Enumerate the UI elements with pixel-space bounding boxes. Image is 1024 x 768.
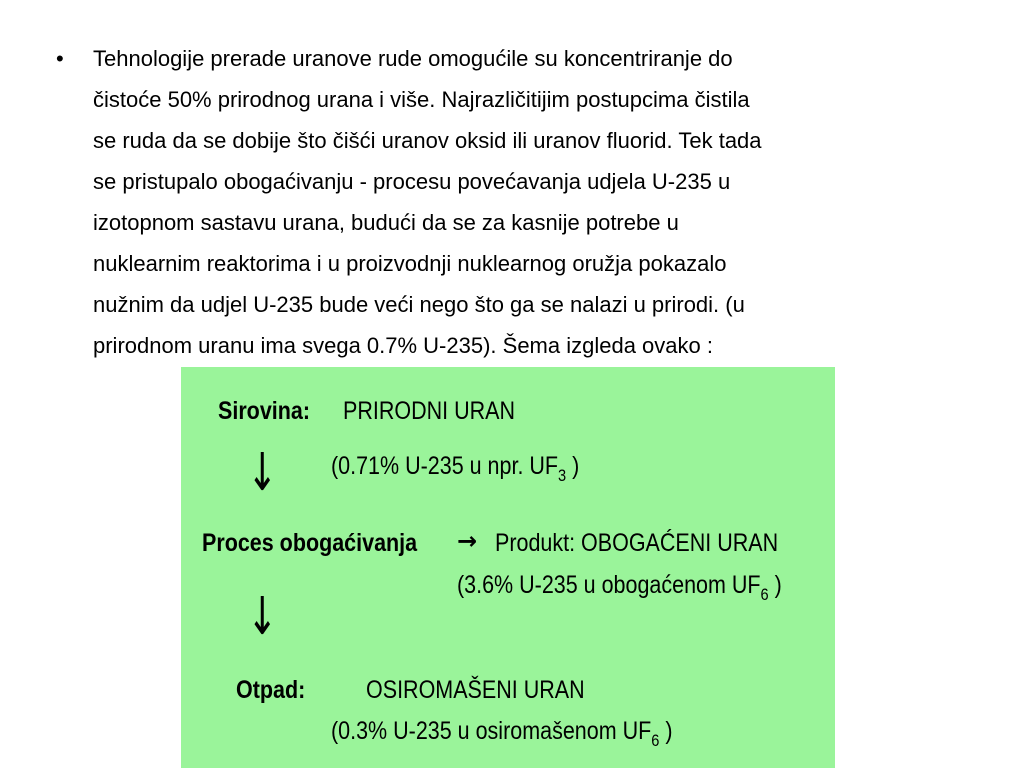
raw-detail-subscript: 3 bbox=[558, 466, 567, 485]
raw-detail-text: (0.71% U-235 u npr. UF bbox=[331, 452, 559, 480]
paragraph-line: nužnim da udjel U-235 bude veći nego što ga se nalazi u prirodi. (u bbox=[93, 292, 745, 317]
raw-material-label: Sirovina: bbox=[218, 397, 311, 425]
paragraph-line: prirodnom uranu ima svega 0.7% U-235). Šema izgleda ovako : bbox=[93, 333, 713, 358]
waste-value: OSIROMAŠENI URAN bbox=[366, 676, 585, 704]
paragraph-text bbox=[93, 38, 973, 366]
product-detail-suffix: ) bbox=[768, 571, 782, 599]
paragraph-line: se ruda da se dobije što čišći uranov oksid ili uranov fluorid. Tek tada bbox=[93, 128, 762, 153]
waste-detail bbox=[331, 717, 673, 750]
down-arrow-icon: ↓ bbox=[247, 587, 278, 647]
raw-material-detail bbox=[331, 452, 580, 485]
paragraph-line: nuklearnim reaktorima i u proizvodnji nuklearnog oružja pokazalo bbox=[93, 251, 727, 276]
paragraph-line: čistoće 50% prirodnog urana i više. Najrazličitijim postupcima čistila bbox=[93, 87, 750, 112]
paragraph-line: izotopnom sastavu urana, budući da se za kasnije potrebe u bbox=[93, 210, 679, 235]
product-value: Produkt: OBOGAĆENI URAN bbox=[495, 529, 779, 557]
waste-detail-subscript: 6 bbox=[651, 731, 660, 750]
product-detail bbox=[457, 571, 782, 604]
process-label: Proces obogaćivanja bbox=[202, 529, 418, 557]
paragraph-line: Tehnologije prerade uranove rude omogućile su koncentriranje do bbox=[93, 46, 733, 71]
waste-detail-suffix: ) bbox=[659, 717, 673, 745]
enrichment-scheme-box bbox=[181, 367, 835, 768]
product-detail-subscript: 6 bbox=[760, 585, 769, 604]
down-arrow-icon: ↓ bbox=[247, 443, 278, 503]
paragraph-line: se pristupalo obogaćivanju - procesu povećavanja udjela U-235 u bbox=[93, 169, 731, 194]
raw-detail-suffix: ) bbox=[566, 452, 580, 480]
right-arrow-icon: → bbox=[457, 527, 478, 555]
waste-label: Otpad: bbox=[236, 676, 306, 704]
waste-detail-text: (0.3% U-235 u osiromašenom UF bbox=[331, 717, 652, 745]
raw-material-value: PRIRODNI URAN bbox=[343, 397, 516, 425]
bullet-marker: • bbox=[56, 46, 64, 71]
product-detail-text: (3.6% U-235 u obogaćenom UF bbox=[457, 571, 761, 599]
